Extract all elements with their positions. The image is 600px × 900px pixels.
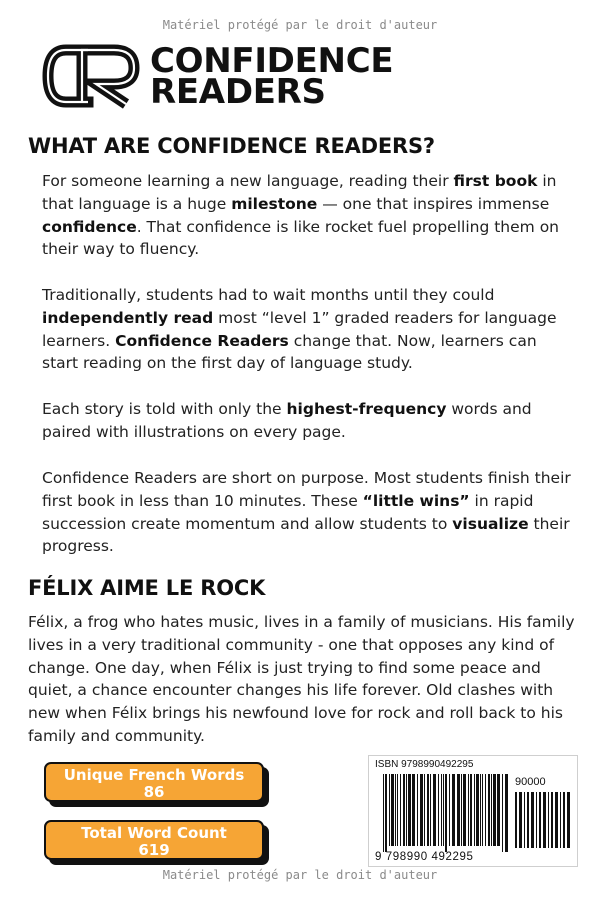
body-text: For someone learning a new language, reading their bbox=[42, 172, 454, 190]
stat-label: Unique French Words bbox=[63, 766, 245, 784]
barcode-bar bbox=[567, 792, 570, 848]
barcode-bar bbox=[406, 774, 407, 846]
price-code: 90000 bbox=[515, 776, 546, 788]
barcode-bar bbox=[395, 774, 396, 846]
barcode-bar bbox=[491, 774, 492, 846]
brand-wordmark bbox=[150, 41, 394, 112]
barcode-bar bbox=[443, 774, 444, 846]
barcode-bar bbox=[474, 774, 475, 846]
body-text: . That confidence is like rocket fuel propelling them on their way to fluency. bbox=[42, 217, 559, 259]
barcode-bar bbox=[493, 774, 496, 846]
barcode-bar bbox=[403, 774, 405, 846]
barcode-bar bbox=[536, 792, 537, 848]
barcode-bar bbox=[457, 774, 460, 846]
barcode-bar bbox=[441, 774, 442, 846]
barcode-bar bbox=[482, 774, 483, 846]
stat-total-words-badge bbox=[44, 820, 264, 860]
paragraph-4 bbox=[42, 467, 572, 558]
body-text: most “level 1” graded readers for language learners. bbox=[42, 308, 557, 350]
barcode-bar bbox=[400, 774, 401, 846]
barcode-bar bbox=[539, 792, 541, 848]
emphasis-text: “little wins” bbox=[362, 491, 470, 510]
brand-line-2: READERS bbox=[150, 72, 326, 112]
barcode-bar bbox=[417, 774, 418, 846]
brand-line-1: CONFIDENCE bbox=[150, 41, 394, 81]
barcode-bar bbox=[497, 774, 500, 846]
barcode-bar bbox=[555, 792, 558, 848]
barcode-bar bbox=[427, 774, 429, 846]
barcode-bar bbox=[449, 774, 450, 846]
body-text: their progress. bbox=[42, 514, 570, 556]
stat-value: 86 bbox=[143, 783, 165, 801]
barcode-bar bbox=[488, 774, 490, 846]
barcode-bar bbox=[445, 774, 447, 852]
body-text: words and paired with illustrations on every page. bbox=[42, 400, 532, 441]
barcode-bar bbox=[452, 774, 455, 846]
body-text: in rapid succession create momentum and allow students to bbox=[42, 491, 534, 533]
barcode-bar bbox=[408, 774, 411, 846]
barcode-bar bbox=[531, 792, 534, 848]
barcode-bar bbox=[543, 792, 546, 848]
stat-label: Total Word Count bbox=[81, 824, 227, 842]
section-heading-book: FÉLIX AIME LE ROCK bbox=[28, 576, 266, 600]
stat-unique-words-badge bbox=[44, 762, 264, 802]
barcode-bar bbox=[563, 792, 565, 848]
barcode-bar bbox=[438, 774, 439, 846]
emphasis-text: milestone bbox=[231, 194, 318, 213]
emphasis-text: highest-frequency bbox=[286, 400, 447, 418]
paragraph-2 bbox=[42, 284, 572, 375]
barcode-bar bbox=[480, 774, 481, 846]
barcode-bar bbox=[560, 792, 561, 848]
emphasis-text: independently read bbox=[42, 308, 214, 327]
body-text: Each story is told with only the bbox=[42, 400, 287, 418]
isbn-label: ISBN 9798990492295 bbox=[375, 759, 474, 770]
barcode-bar bbox=[505, 774, 508, 852]
paragraph-1 bbox=[42, 170, 572, 261]
barcode-bar bbox=[548, 792, 549, 848]
barcode-bar bbox=[420, 774, 423, 846]
body-text: Traditionally, students had to wait months until they could bbox=[42, 286, 495, 304]
body-text: change that. Now, learners can start reading on the first day of language study. bbox=[42, 331, 537, 373]
barcode-bar bbox=[383, 774, 384, 852]
paragraph-3 bbox=[42, 398, 572, 444]
barcode-bar bbox=[463, 774, 466, 846]
barcode-bar bbox=[391, 774, 394, 846]
body-text: in that language is a huge bbox=[42, 172, 557, 213]
barcode-bar bbox=[527, 792, 529, 848]
barcode-bar bbox=[485, 774, 486, 846]
body-text: — one that inspires immense bbox=[317, 194, 550, 213]
barcode-bar bbox=[515, 792, 517, 848]
barcode-bar bbox=[476, 774, 479, 846]
isbn-barcode bbox=[368, 755, 578, 867]
ean-digits: 9 798990 492295 bbox=[375, 851, 474, 863]
barcode-bar bbox=[502, 774, 503, 852]
barcode-bar bbox=[524, 792, 525, 848]
barcode-bar bbox=[424, 774, 425, 846]
cr-monogram-icon bbox=[42, 42, 142, 110]
barcode-bar bbox=[461, 774, 462, 846]
body-text: Confidence Readers are short on purpose. Most students finish their first book in less than 10 minutes. These bbox=[42, 469, 571, 510]
copyright-watermark-top: Matériel protégé par le droit d'auteur bbox=[162, 18, 438, 32]
barcode-bar bbox=[519, 792, 522, 848]
section-heading-what: WHAT ARE CONFIDENCE READERS? bbox=[28, 134, 435, 158]
copyright-watermark-bottom: Matériel protégé par le droit d'auteur bbox=[162, 868, 438, 882]
barcode-bar bbox=[389, 774, 390, 846]
emphasis-text: Confidence Readers bbox=[115, 331, 289, 350]
book-synopsis: Félix, a frog who hates music, lives in a family of musicians. His family lives in a very traditional community - one that opposes any kind of change. One day, when Félix is just trying to find some peace and quiet, a chance encounter changes his life forever. Old clashes with new when Félix brings his newfound love for rock and roll back to his family and community. bbox=[28, 613, 575, 745]
emphasis-text: confidence bbox=[42, 217, 137, 236]
barcode-bar bbox=[468, 774, 469, 846]
emphasis-text: visualize bbox=[452, 514, 529, 533]
barcode-bar bbox=[412, 774, 415, 846]
barcode-bar bbox=[385, 774, 387, 852]
barcode-bar bbox=[551, 792, 553, 848]
barcode-bar bbox=[470, 774, 472, 846]
barcode-bar bbox=[397, 774, 398, 846]
barcode-bar bbox=[430, 774, 431, 846]
stat-value: 619 bbox=[138, 841, 170, 859]
emphasis-text: first book bbox=[453, 172, 538, 190]
barcode-bar bbox=[433, 774, 436, 846]
